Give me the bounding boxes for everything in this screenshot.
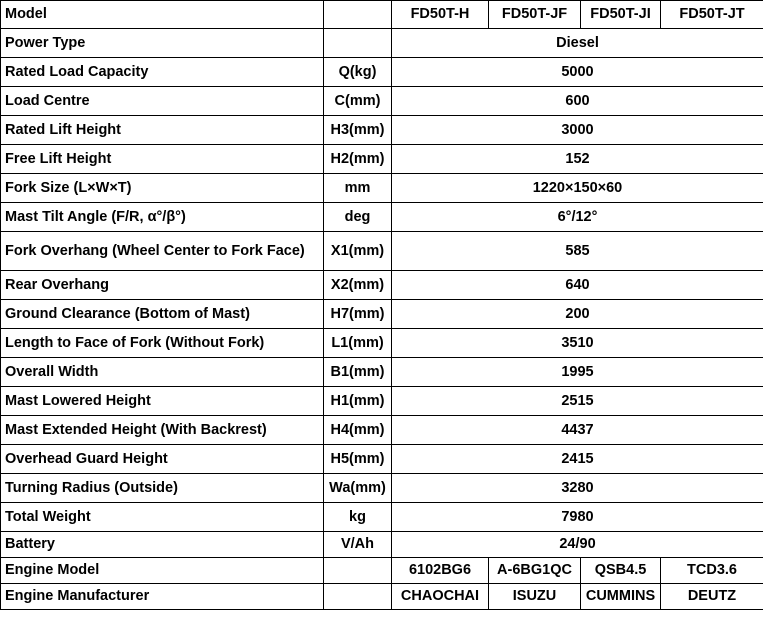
table-row — [1, 145, 763, 174]
table-row — [1, 416, 763, 445]
engine-model-row — [1, 558, 763, 584]
row-unit — [324, 558, 392, 584]
row-unit: X2(mm) — [324, 271, 392, 300]
row-value: 200 — [392, 300, 763, 329]
row-label: Mast Extended Height (With Backrest) — [1, 416, 324, 445]
table-row — [1, 329, 763, 358]
engine-manufacturer-value: CUMMINS — [581, 584, 661, 610]
row-value: 6°/12° — [392, 203, 763, 232]
row-label: Rated Load Capacity — [1, 58, 324, 87]
row-value: 4437 — [392, 416, 763, 445]
row-label: Mast Lowered Height — [1, 387, 324, 416]
row-label: Engine Model — [1, 558, 324, 584]
row-unit: V/Ah — [324, 532, 392, 558]
engine-manufacturer-value: CHAOCHAI — [392, 584, 489, 610]
table-row — [1, 116, 763, 145]
row-value: Diesel — [392, 29, 763, 58]
table-row — [1, 271, 763, 300]
header-unit — [324, 1, 392, 29]
row-label: Fork Overhang (Wheel Center to Fork Face) — [1, 232, 324, 271]
engine-manufacturer-row — [1, 584, 763, 610]
engine-model-value: A-6BG1QC — [489, 558, 581, 584]
row-label: Power Type — [1, 29, 324, 58]
engine-manufacturer-value: ISUZU — [489, 584, 581, 610]
row-unit: mm — [324, 174, 392, 203]
row-unit — [324, 584, 392, 610]
engine-model-value: TCD3.6 — [661, 558, 763, 584]
row-label: Ground Clearance (Bottom of Mast) — [1, 300, 324, 329]
engine-model-value: 6102BG6 — [392, 558, 489, 584]
row-label: Length to Face of Fork (Without Fork) — [1, 329, 324, 358]
header-row — [1, 1, 763, 29]
header-label: Model — [1, 1, 324, 29]
table-row — [1, 387, 763, 416]
row-label: Engine Manufacturer — [1, 584, 324, 610]
row-unit: X1(mm) — [324, 232, 392, 271]
model-name: FD50T-JF — [489, 1, 581, 29]
model-name: FD50T-JT — [661, 1, 763, 29]
row-unit: H1(mm) — [324, 387, 392, 416]
model-name: FD50T-JI — [581, 1, 661, 29]
table-row — [1, 203, 763, 232]
row-label: Free Lift Height — [1, 145, 324, 174]
row-label: Mast Tilt Angle (F/R, α°/β°) — [1, 203, 324, 232]
row-label: Rear Overhang — [1, 271, 324, 300]
row-label: Overhead Guard Height — [1, 445, 324, 474]
table-row — [1, 474, 763, 503]
table-row — [1, 358, 763, 387]
row-unit: H3(mm) — [324, 116, 392, 145]
row-unit: Wa(mm) — [324, 474, 392, 503]
table-row — [1, 300, 763, 329]
row-label: Load Centre — [1, 87, 324, 116]
table-row — [1, 87, 763, 116]
row-label: Turning Radius (Outside) — [1, 474, 324, 503]
row-unit: L1(mm) — [324, 329, 392, 358]
row-unit: deg — [324, 203, 392, 232]
row-unit: H4(mm) — [324, 416, 392, 445]
row-label: Total Weight — [1, 503, 324, 532]
row-label: Overall Width — [1, 358, 324, 387]
row-value: 2415 — [392, 445, 763, 474]
row-value: 7980 — [392, 503, 763, 532]
table-row — [1, 29, 763, 58]
row-unit: C(mm) — [324, 87, 392, 116]
row-value: 585 — [392, 232, 763, 271]
row-value: 152 — [392, 145, 763, 174]
table-row — [1, 532, 763, 558]
row-unit: H2(mm) — [324, 145, 392, 174]
table-row — [1, 58, 763, 87]
row-value: 2515 — [392, 387, 763, 416]
table-row — [1, 503, 763, 532]
table-row — [1, 174, 763, 203]
row-value: 3510 — [392, 329, 763, 358]
row-value: 24/90 — [392, 532, 763, 558]
row-value: 600 — [392, 87, 763, 116]
row-value: 640 — [392, 271, 763, 300]
row-value: 3000 — [392, 116, 763, 145]
table-row — [1, 445, 763, 474]
table-row — [1, 232, 763, 271]
engine-manufacturer-value: DEUTZ — [661, 584, 763, 610]
row-unit: H7(mm) — [324, 300, 392, 329]
row-value: 1995 — [392, 358, 763, 387]
row-label: Battery — [1, 532, 324, 558]
row-value: 5000 — [392, 58, 763, 87]
model-name: FD50T-H — [392, 1, 489, 29]
row-label: Fork Size (L×W×T) — [1, 174, 324, 203]
row-unit: B1(mm) — [324, 358, 392, 387]
row-unit — [324, 29, 392, 58]
row-value: 1220×150×60 — [392, 174, 763, 203]
row-unit: kg — [324, 503, 392, 532]
row-unit: Q(kg) — [324, 58, 392, 87]
row-value: 3280 — [392, 474, 763, 503]
row-unit: H5(mm) — [324, 445, 392, 474]
row-label: Rated Lift Height — [1, 116, 324, 145]
engine-model-value: QSB4.5 — [581, 558, 661, 584]
